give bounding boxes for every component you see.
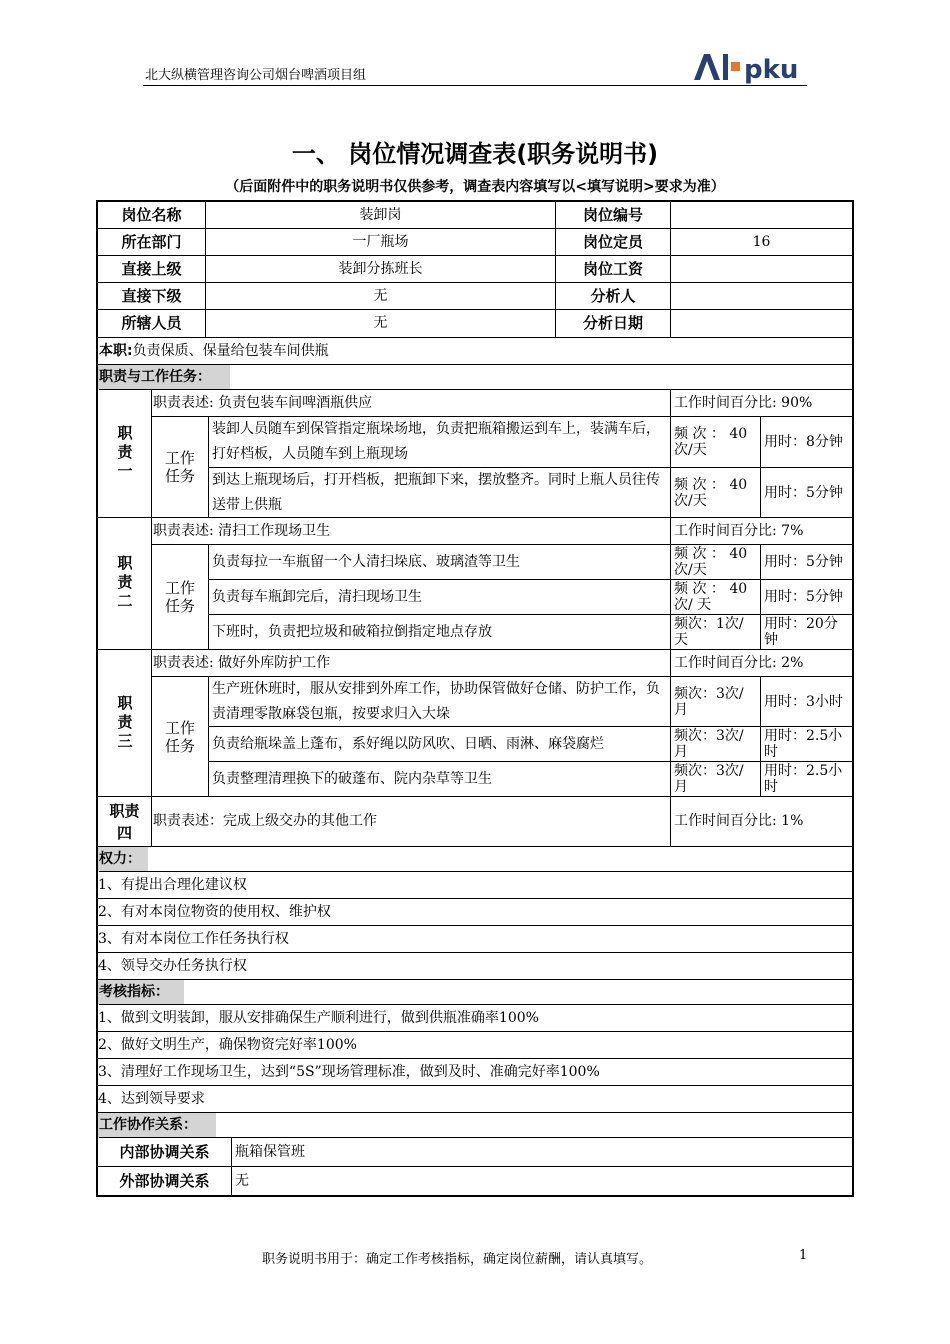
resp2-task1-freq: 频 次 ： 40次/天 [671, 545, 761, 580]
resp1-task1: 装卸人员随车到保管指定瓶垛场地，负责把瓶箱搬运到车上，装满车后，打好档板，人员随车到上瓶现场 [209, 417, 671, 468]
company-logo [692, 50, 808, 84]
value-position-name: 装卸岗 [206, 202, 556, 229]
resp2-task1: 负责每拉一车瓶留一个人清扫垛底、玻璃渣等卫生 [209, 545, 671, 580]
resp1-task1-freq: 频 次 ： 40次/天 [671, 417, 761, 468]
resp3-task3-freq: 频次：3次/月 [671, 762, 761, 797]
resp4-desc: 职责表述：完成上级交办的其他工作 [152, 797, 671, 847]
resp3-task3: 负责整理清理换下的破蓬布、院内杂草等卫生 [209, 762, 671, 797]
label-position-name: 岗位名称 [98, 202, 206, 229]
page-number: 1 [799, 1248, 808, 1263]
resp1-desc: 职责表述: 负责包装车间啤酒瓶供应 [152, 390, 671, 417]
value-department: 一厂瓶场 [206, 229, 556, 256]
resp1-pct: 工作时间百分比: 90% [671, 390, 852, 417]
resp3-task3-time: 用时：2.5小时 [761, 762, 852, 797]
label-department: 所在部门 [98, 229, 206, 256]
duty-text: 负责保质、保量给包装车间供瓶 [132, 342, 329, 359]
footer-note: 职务说明书用于：确定工作考核指标，确定岗位薪酬，请认真填写。 [262, 1252, 653, 1267]
value-headcount: 16 [671, 229, 852, 256]
resp1-task1-time: 用时：8分钟 [761, 417, 852, 468]
power-item: 3、有对本岗位工作任务执行权 [98, 926, 852, 953]
label-position-code: 岗位编号 [556, 202, 671, 229]
kpi-item: 3、清理好工作现场卫生，达到“5S”现场管理标准，做到及时、准确完好率100% [98, 1059, 852, 1086]
page-subtitle: （后面附件中的职务说明书仅供参考，调查表内容填写以<填写说明>要求为准） [225, 179, 725, 195]
resp3-pct: 工作时间百分比: 2% [671, 650, 852, 677]
resp2-task2-time: 用时：5分钟 [761, 580, 852, 615]
power-item: 4、领导交办任务执行权 [98, 953, 852, 980]
value-wage [671, 256, 852, 283]
value-staff: 无 [206, 310, 556, 338]
resp1-task2: 到达上瓶现场后，打开档板，把瓶卸下来，摆放整齐。同时上瓶人员往传送带上供瓶 [209, 468, 671, 518]
header-company: 北大纵横管理咨询公司烟台啤酒项目组 [145, 68, 367, 83]
value-supervisor: 装卸分拣班长 [206, 256, 556, 283]
resp4-pct: 工作时间百分比: 1% [671, 797, 852, 847]
label-analyst: 分析人 [556, 283, 671, 310]
value-analyst [671, 283, 852, 310]
tasks-header: 职责与工作任务： [99, 365, 852, 390]
resp3-task2: 负责给瓶垛盖上蓬布，系好绳以防风吹、日晒、雨淋、麻袋腐烂 [209, 727, 671, 762]
label-wage: 岗位工资 [556, 256, 671, 283]
page-title: 一、 岗位情况调查表(职务说明书) [291, 140, 659, 168]
label-supervisor: 直接上级 [98, 256, 206, 283]
label-subordinate: 直接下级 [98, 283, 206, 310]
job-description-table [96, 200, 854, 1197]
resp2-desc: 职责表述: 清扫工作现场卫生 [152, 518, 671, 545]
resp3-label: 职责三 [98, 650, 152, 797]
label-external-coop: 外部协调关系 [98, 1167, 232, 1195]
power-header: 权力： [99, 847, 852, 872]
resp2-task3: 下班时，负责把垃圾和破箱拉倒指定地点存放 [209, 615, 671, 650]
resp3-task2-time: 用时：2.5小时 [761, 727, 852, 762]
resp1-task2-freq: 频 次 ： 40次/天 [671, 468, 761, 518]
resp3-task2-freq: 频次：3次/月 [671, 727, 761, 762]
label-internal-coop: 内部协调关系 [98, 1138, 232, 1167]
resp2-work-task-label: 工作任务 [152, 545, 209, 650]
duty-label: 本职: [99, 342, 133, 359]
resp3-task1-freq: 频次：3次/月 [671, 677, 761, 727]
resp4-label: 职责四 [98, 797, 152, 847]
svg-text:pku: pku [744, 55, 799, 84]
value-external-coop: 无 [235, 1172, 249, 1189]
value-subordinate: 无 [206, 283, 556, 310]
resp1-label: 职责一 [98, 390, 152, 518]
value-internal-coop: 瓶箱保管班 [232, 1138, 852, 1167]
duty-row [98, 338, 852, 365]
resp1-work-task-label: 工作任务 [152, 417, 209, 518]
resp2-label: 职责二 [98, 518, 152, 650]
kpi-item: 1、做到文明装卸，服从安排确保生产顺利进行，做到供瓶准确率100% [98, 1005, 852, 1032]
power-item: 1、有提出合理化建议权 [98, 872, 852, 899]
label-analysis-date: 分析日期 [556, 310, 671, 338]
resp2-task3-time: 用时：20分钟 [761, 615, 852, 650]
header-rule [143, 85, 807, 86]
resp2-pct: 工作时间百分比: 7% [671, 518, 852, 545]
resp2-task1-time: 用时：5分钟 [761, 545, 852, 580]
value-analysis-date [671, 310, 852, 338]
coop-header: 工作协作关系： [99, 1113, 852, 1138]
resp1-task2-time: 用时：5分钟 [761, 468, 852, 518]
resp2-task2: 负责每车瓶卸完后，清扫现场卫生 [209, 580, 671, 615]
resp2-task2-freq: 频 次 ： 40次/ 天 [671, 580, 761, 615]
resp3-desc: 职责表述: 做好外库防护工作 [152, 650, 671, 677]
resp3-task1: 生产班休班时，服从安排到外库工作，协助保管做好仓储、防护工作，负责清理零散麻袋包瓶，按要求归入大垛 [209, 677, 671, 727]
kpi-item: 2、做好文明生产，确保物资完好率100% [98, 1032, 852, 1059]
power-item: 2、有对本岗位物资的使用权、维护权 [98, 899, 852, 926]
label-headcount: 岗位定员 [556, 229, 671, 256]
value-position-code [671, 202, 852, 229]
resp2-task3-freq: 频次：1次/ 天 [671, 615, 761, 650]
kpi-header: 考核指标： [99, 980, 852, 1005]
kpi-item: 4、达到领导要求 [98, 1086, 852, 1113]
resp3-task1-time: 用时：3小时 [761, 677, 852, 727]
label-staff: 所辖人员 [98, 310, 206, 338]
resp3-work-task-label: 工作任务 [152, 677, 209, 797]
